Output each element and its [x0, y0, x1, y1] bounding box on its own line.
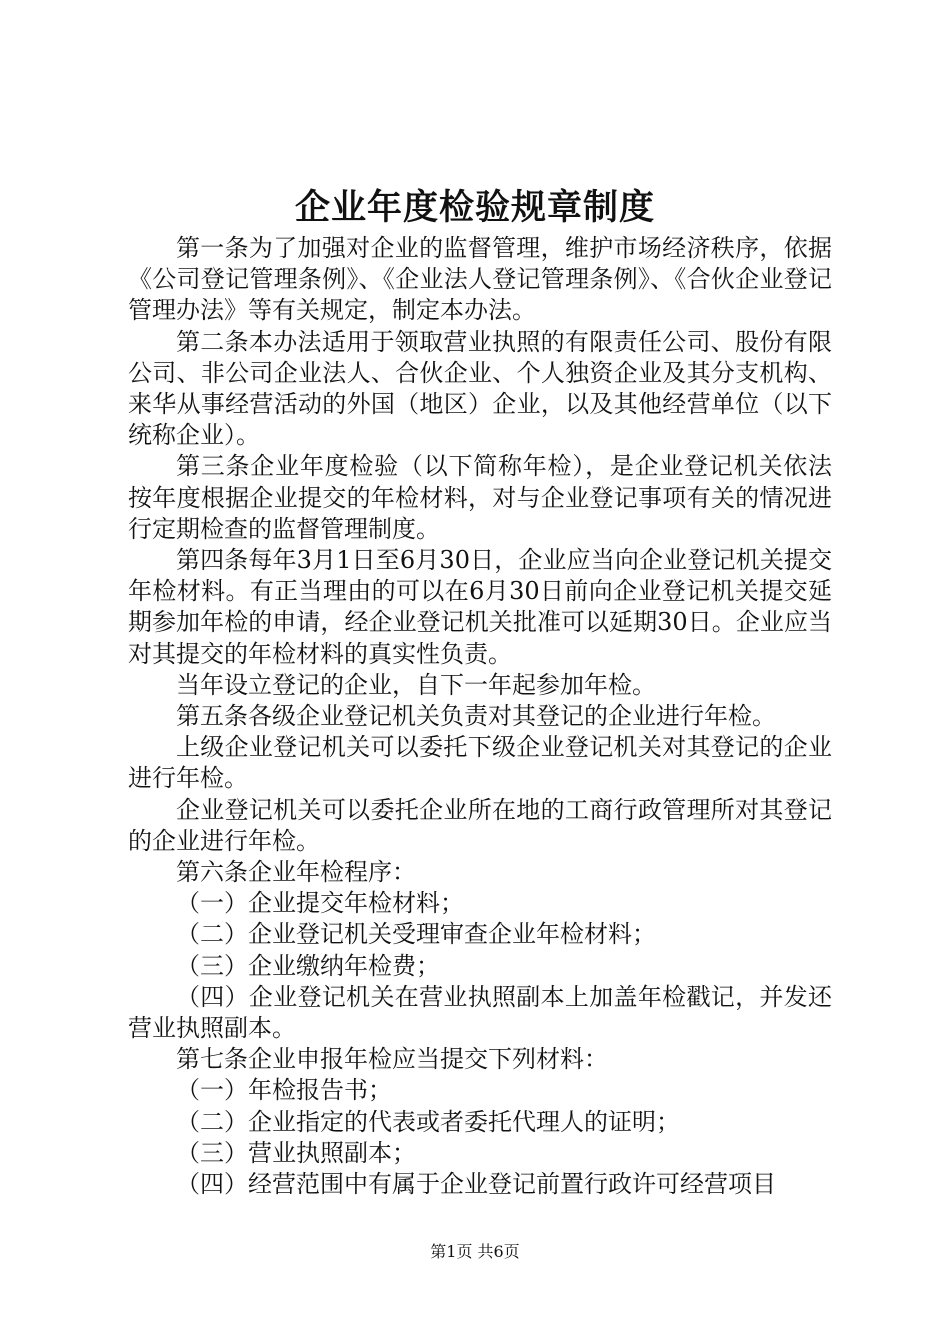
paragraph: 第六条企业年检程序： — [176, 858, 416, 887]
paragraph: （三）营业执照副本； — [176, 1138, 416, 1167]
paragraph: 上级企业登记机关可以委托下级企业登记机关对其登记的企业进行年检。 — [128, 733, 832, 793]
paragraph: 第五条各级企业登记机关负责对其登记的企业进行年检。 — [176, 702, 776, 731]
page-number-footer: 第1页 共6页 — [430, 1242, 520, 1261]
paragraph: 第三条企业年度检验（以下简称年检），是企业登记机关依法按年度根据企业提交的年检材料，对与企业登记事项有关的情况进行定期检查的监督管理制度。 — [128, 452, 832, 543]
paragraph: （一）企业提交年检材料； — [176, 889, 464, 918]
paragraph: 第一条为了加强对企业的监督管理，维护市场经济秩序，依据《公司登记管理条例》、《企业法人登记管理条例》、《合伙企业登记管理办法》等有关规定，制定本办法。 — [128, 234, 832, 325]
paragraph: 企业登记机关可以委托企业所在地的工商行政管理所对其登记的企业进行年检。 — [128, 795, 832, 855]
paragraph: （四）企业登记机关在营业执照副本上加盖年检戳记，并发还营业执照副本。 — [128, 982, 832, 1043]
paragraph: 第七条企业申报年检应当提交下列材料： — [176, 1045, 608, 1074]
paragraph: （二）企业登记机关受理审查企业年检材料； — [176, 920, 656, 949]
paragraph: 第二条本办法适用于领取营业执照的有限责任公司、股份有限公司、非公司企业法人、合伙企业、个人独资企业及其分支机构、来华从事经营活动的外国（地区）企业，以及其他经营单位（以下统称企业）。 — [128, 327, 832, 450]
paragraph: 当年设立登记的企业，自下一年起参加年检。 — [176, 670, 656, 699]
paragraph: （一）年检报告书； — [176, 1076, 392, 1105]
paragraph: （二）企业指定的代表或者委托代理人的证明； — [176, 1107, 680, 1136]
paragraph: 第四条每年3月1日至6月30日，企业应当向企业登记机关提交年检材料。有正当理由的可以在6月30日前向企业登记机关提交延期参加年检的申请，经企业登记机关批准可以延期30日。企业应当对其提交的年检材料的真实性负责。 — [128, 546, 832, 668]
document-body — [128, 233, 832, 1200]
document-title: 企业年度检验规章制度 — [294, 188, 655, 228]
paragraph: （三）企业缴纳年检费； — [176, 951, 440, 980]
paragraph: （四）经营范围中有属于企业登记前置行政许可经营项目 — [176, 1170, 776, 1199]
